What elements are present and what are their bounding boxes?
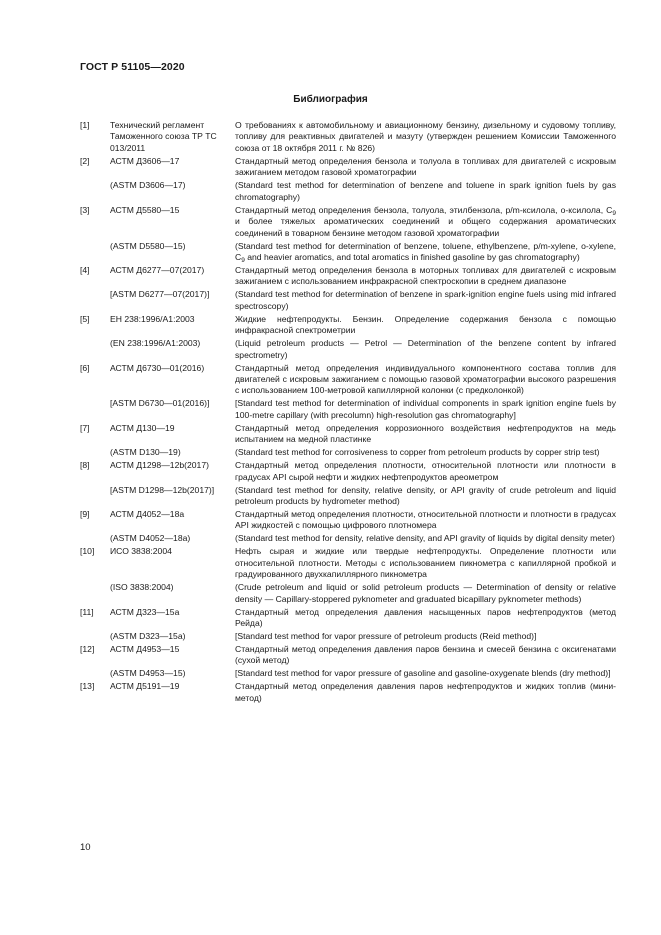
entry-title: (Liquid petroleum products — Petrol — Determination of the benzene content by infrared spectrometry) bbox=[235, 338, 616, 360]
entry-title: Стандартный метод определения давления паров бензина и смесей бензина с оксигенатами (сухой метод) bbox=[235, 643, 616, 666]
entry-number: [12] bbox=[80, 643, 95, 654]
entry-designation: АСТМ Д4953—15 bbox=[110, 643, 180, 654]
entry-designation: (ISO 3838:2004) bbox=[110, 582, 174, 593]
entry-number: [9] bbox=[80, 509, 90, 519]
entry-designation: (ASTM D4052—18a) bbox=[110, 533, 191, 544]
entry-title-text: Стандартный метод определения бензола, толуола, этилбензола, p/m-ксилола, o-ксилола, C bbox=[235, 204, 613, 215]
bibliography-entry bbox=[80, 509, 616, 532]
entry-number: [6] bbox=[80, 362, 90, 373]
bibliography-entry bbox=[80, 668, 616, 679]
entry-designation: (ASTM D3606—17) bbox=[110, 180, 186, 191]
entry-title: Стандартный метод определения бензола в моторных топливах для двигателей с искровым зажиганием с использованием инфракрасной спектроскопии в среднем диапазоне bbox=[235, 264, 616, 287]
bibliography-entry bbox=[80, 241, 616, 264]
entry-designation: (ASTM D5580—15) bbox=[110, 240, 186, 251]
entry-number: [1] bbox=[80, 120, 90, 130]
entry-title: Стандартный метод определения коррозионного воздействия нефтепродуктов на медь испытанием на медной пластинке bbox=[235, 422, 616, 445]
bibliography-entry bbox=[80, 120, 616, 154]
entry-designation: АСТМ Д6277—07(2017) bbox=[110, 264, 205, 275]
entry-title-subscript: 9 bbox=[612, 209, 616, 217]
entry-designation: АСТМ Д3606—17 bbox=[110, 155, 180, 166]
entry-designation: (EN 238:1996/A1:2003) bbox=[110, 338, 201, 349]
entry-designation: АСТМ Д6730—01(2016) bbox=[110, 362, 205, 373]
entry-designation: АСТМ Д4052—18а bbox=[110, 509, 185, 519]
entry-number: [7] bbox=[80, 422, 90, 433]
entry-number: [5] bbox=[80, 313, 90, 324]
entry-designation: АСТМ Д5191—19 bbox=[110, 681, 180, 692]
entry-designation: (ASTM D323—15a) bbox=[110, 631, 186, 642]
entry-designation: Технический регламент Таможенного союза ТР ТС 013/2011 bbox=[110, 120, 217, 153]
entry-designation: АСТМ Д130—19 bbox=[110, 422, 175, 433]
entry-title: Стандартный метод определения плотности, относительной плотности и плотности в градусах API жидкостей с помощью цифрового плотномера bbox=[235, 509, 616, 531]
entry-title: [Standard test method for vapor pressure of gasoline and gasoline-oxygenate blends (dry method)] bbox=[235, 668, 611, 679]
entry-title: (Crude petroleum and liquid or solid petroleum products — Determination of density or relative density — Capillary-stoppered pyknometer and graduated bicapillary pyknometer methods) bbox=[235, 582, 616, 604]
entry-title-text: (Standard test method for determination of benzene, toluene, ethylbenzene, p/m-xylene, o-xylene, C bbox=[235, 240, 616, 262]
entry-title: Стандартный метод определения давления паров нефтепродуктов и жидких топлив (мини-метод) bbox=[235, 681, 616, 703]
entry-title-text: и более тяжелых ароматических соединений и общего содержания ароматических соединений в товарном бензине методом газовой хроматографии bbox=[235, 216, 616, 238]
entry-title: [Standard test method for determination of individual components in spark ignition engine fuels by 100-metre capillary (with precolumn) high-resolution gas chromatography] bbox=[235, 398, 616, 420]
bibliography-entry bbox=[80, 533, 616, 544]
section-title: Библиография bbox=[293, 94, 368, 105]
bibliography-entry bbox=[80, 681, 616, 704]
bibliography-entry bbox=[80, 265, 616, 288]
entry-title: (Standard test method for density, relative density, and API gravity of liquids by digital density meter) bbox=[235, 533, 615, 544]
bibliography-entry bbox=[80, 447, 616, 458]
entry-title: Нефть сырая и жидкие или твердые нефтепродукты. Определение плотности или относительной плотности. Методы с использованием пикнометра с капиллярной пробкой и градуированного двухкапиллярного пикнометра bbox=[235, 546, 616, 580]
entry-number: [13] bbox=[80, 681, 95, 692]
entry-designation: (ASTM D4953—15) bbox=[110, 668, 186, 679]
bibliography-entry bbox=[80, 205, 616, 239]
entry-title: Стандартный метод определения плотности, относительной плотности или плотности в градусах API сырой нефти и жидких нефтепродуктов ареометром bbox=[235, 460, 616, 482]
bibliography-entry bbox=[80, 644, 616, 667]
entry-designation: [ASTM D1298—12b(2017)] bbox=[110, 484, 215, 495]
bibliography-entry bbox=[80, 363, 616, 397]
entry-title bbox=[235, 241, 616, 264]
entry-number: [3] bbox=[80, 204, 90, 215]
entry-title: [Standard test method for vapor pressure of petroleum products (Reid method)] bbox=[235, 631, 537, 642]
entry-title: О требованиях к автомобильному и авиационному бензину, дизельному и судовому топливу, топливу для реактивных двигателей и мазуту (утвержден решением Комиссии Таможенного союза от 18 октября 2011 г. № 826) bbox=[235, 120, 616, 153]
bibliography-entry bbox=[80, 314, 616, 337]
bibliography-entry bbox=[80, 460, 616, 483]
entry-designation: АСТМ Д5580—15 bbox=[110, 204, 180, 215]
entry-number: [11] bbox=[80, 606, 94, 617]
entry-title: (Standard test method for determination of benzene in spark-ignition engine fuels using mid infrared spectroscopy) bbox=[235, 289, 616, 311]
bibliography-entry bbox=[80, 423, 616, 446]
entry-designation: АСТМ Д1298—12b(2017) bbox=[110, 460, 209, 471]
bibliography-entry bbox=[80, 631, 616, 642]
entry-title: (Standard test method for corrosiveness to copper from petroleum products by copper strip test) bbox=[235, 447, 600, 458]
entry-title: Стандартный метод определения индивидуального компонентного состава топлив для двигателей с искровым зажиганием с помощью газовой хроматографии высокого разрешения с использованием 100-метровой капиллярной колонки (с предколонкой) bbox=[235, 362, 616, 396]
document-header: ГОСТ Р 51105—2020 bbox=[80, 61, 185, 73]
entry-designation: (ASTM D130—19) bbox=[110, 447, 181, 458]
entry-number: [2] bbox=[80, 155, 90, 166]
bibliography-entry bbox=[80, 180, 616, 203]
entry-number: [10] bbox=[80, 546, 95, 557]
bibliography-entry bbox=[80, 338, 616, 361]
entry-designation: ИСО 3838:2004 bbox=[110, 546, 172, 557]
entry-title: (Standard test method for density, relative density, or API gravity of crude petroleum and liquid petroleum products by hydrometer method) bbox=[235, 484, 616, 507]
entry-title: Стандартный метод определения давления насыщенных паров нефтепродуктов (метод Рейда) bbox=[235, 606, 616, 629]
entry-number: [4] bbox=[80, 264, 90, 275]
entry-designation: АСТМ Д323—15а bbox=[110, 606, 180, 617]
entry-title: (Standard test method for determination of benzene and toluene in spark ignition fuels by gas chromatography) bbox=[235, 180, 616, 202]
entry-title bbox=[235, 205, 616, 239]
bibliography-entry bbox=[80, 546, 616, 580]
bibliography-entry bbox=[80, 485, 616, 508]
entry-designation: [ASTM D6730—01(2016)] bbox=[110, 398, 210, 409]
entry-number: [8] bbox=[80, 460, 90, 471]
entry-title-subscript: 9 bbox=[241, 256, 245, 264]
bibliography-entry bbox=[80, 289, 616, 312]
entry-designation: [ASTM D6277—07(2017)] bbox=[110, 289, 210, 300]
entry-title-text: and heavier aromatics, and total aromatics in finished gasoline by gas chromatography) bbox=[244, 251, 580, 262]
bibliography-entry bbox=[80, 156, 616, 179]
bibliography-entry bbox=[80, 607, 616, 630]
entry-title: Жидкие нефтепродукты. Бензин. Определение содержания бензола с помощью инфракрасной спектрометрии bbox=[235, 313, 616, 336]
page-number: 10 bbox=[80, 842, 91, 853]
bibliography-list bbox=[80, 120, 616, 706]
bibliography-entry bbox=[80, 582, 616, 605]
entry-title: Стандартный метод определения бензола и толуола в топливах для двигателей с искровым зажиганием методом газовой хроматографии bbox=[235, 155, 616, 178]
entry-designation: ЕН 238:1996/А1:2003 bbox=[110, 313, 195, 324]
bibliography-entry bbox=[80, 398, 616, 421]
